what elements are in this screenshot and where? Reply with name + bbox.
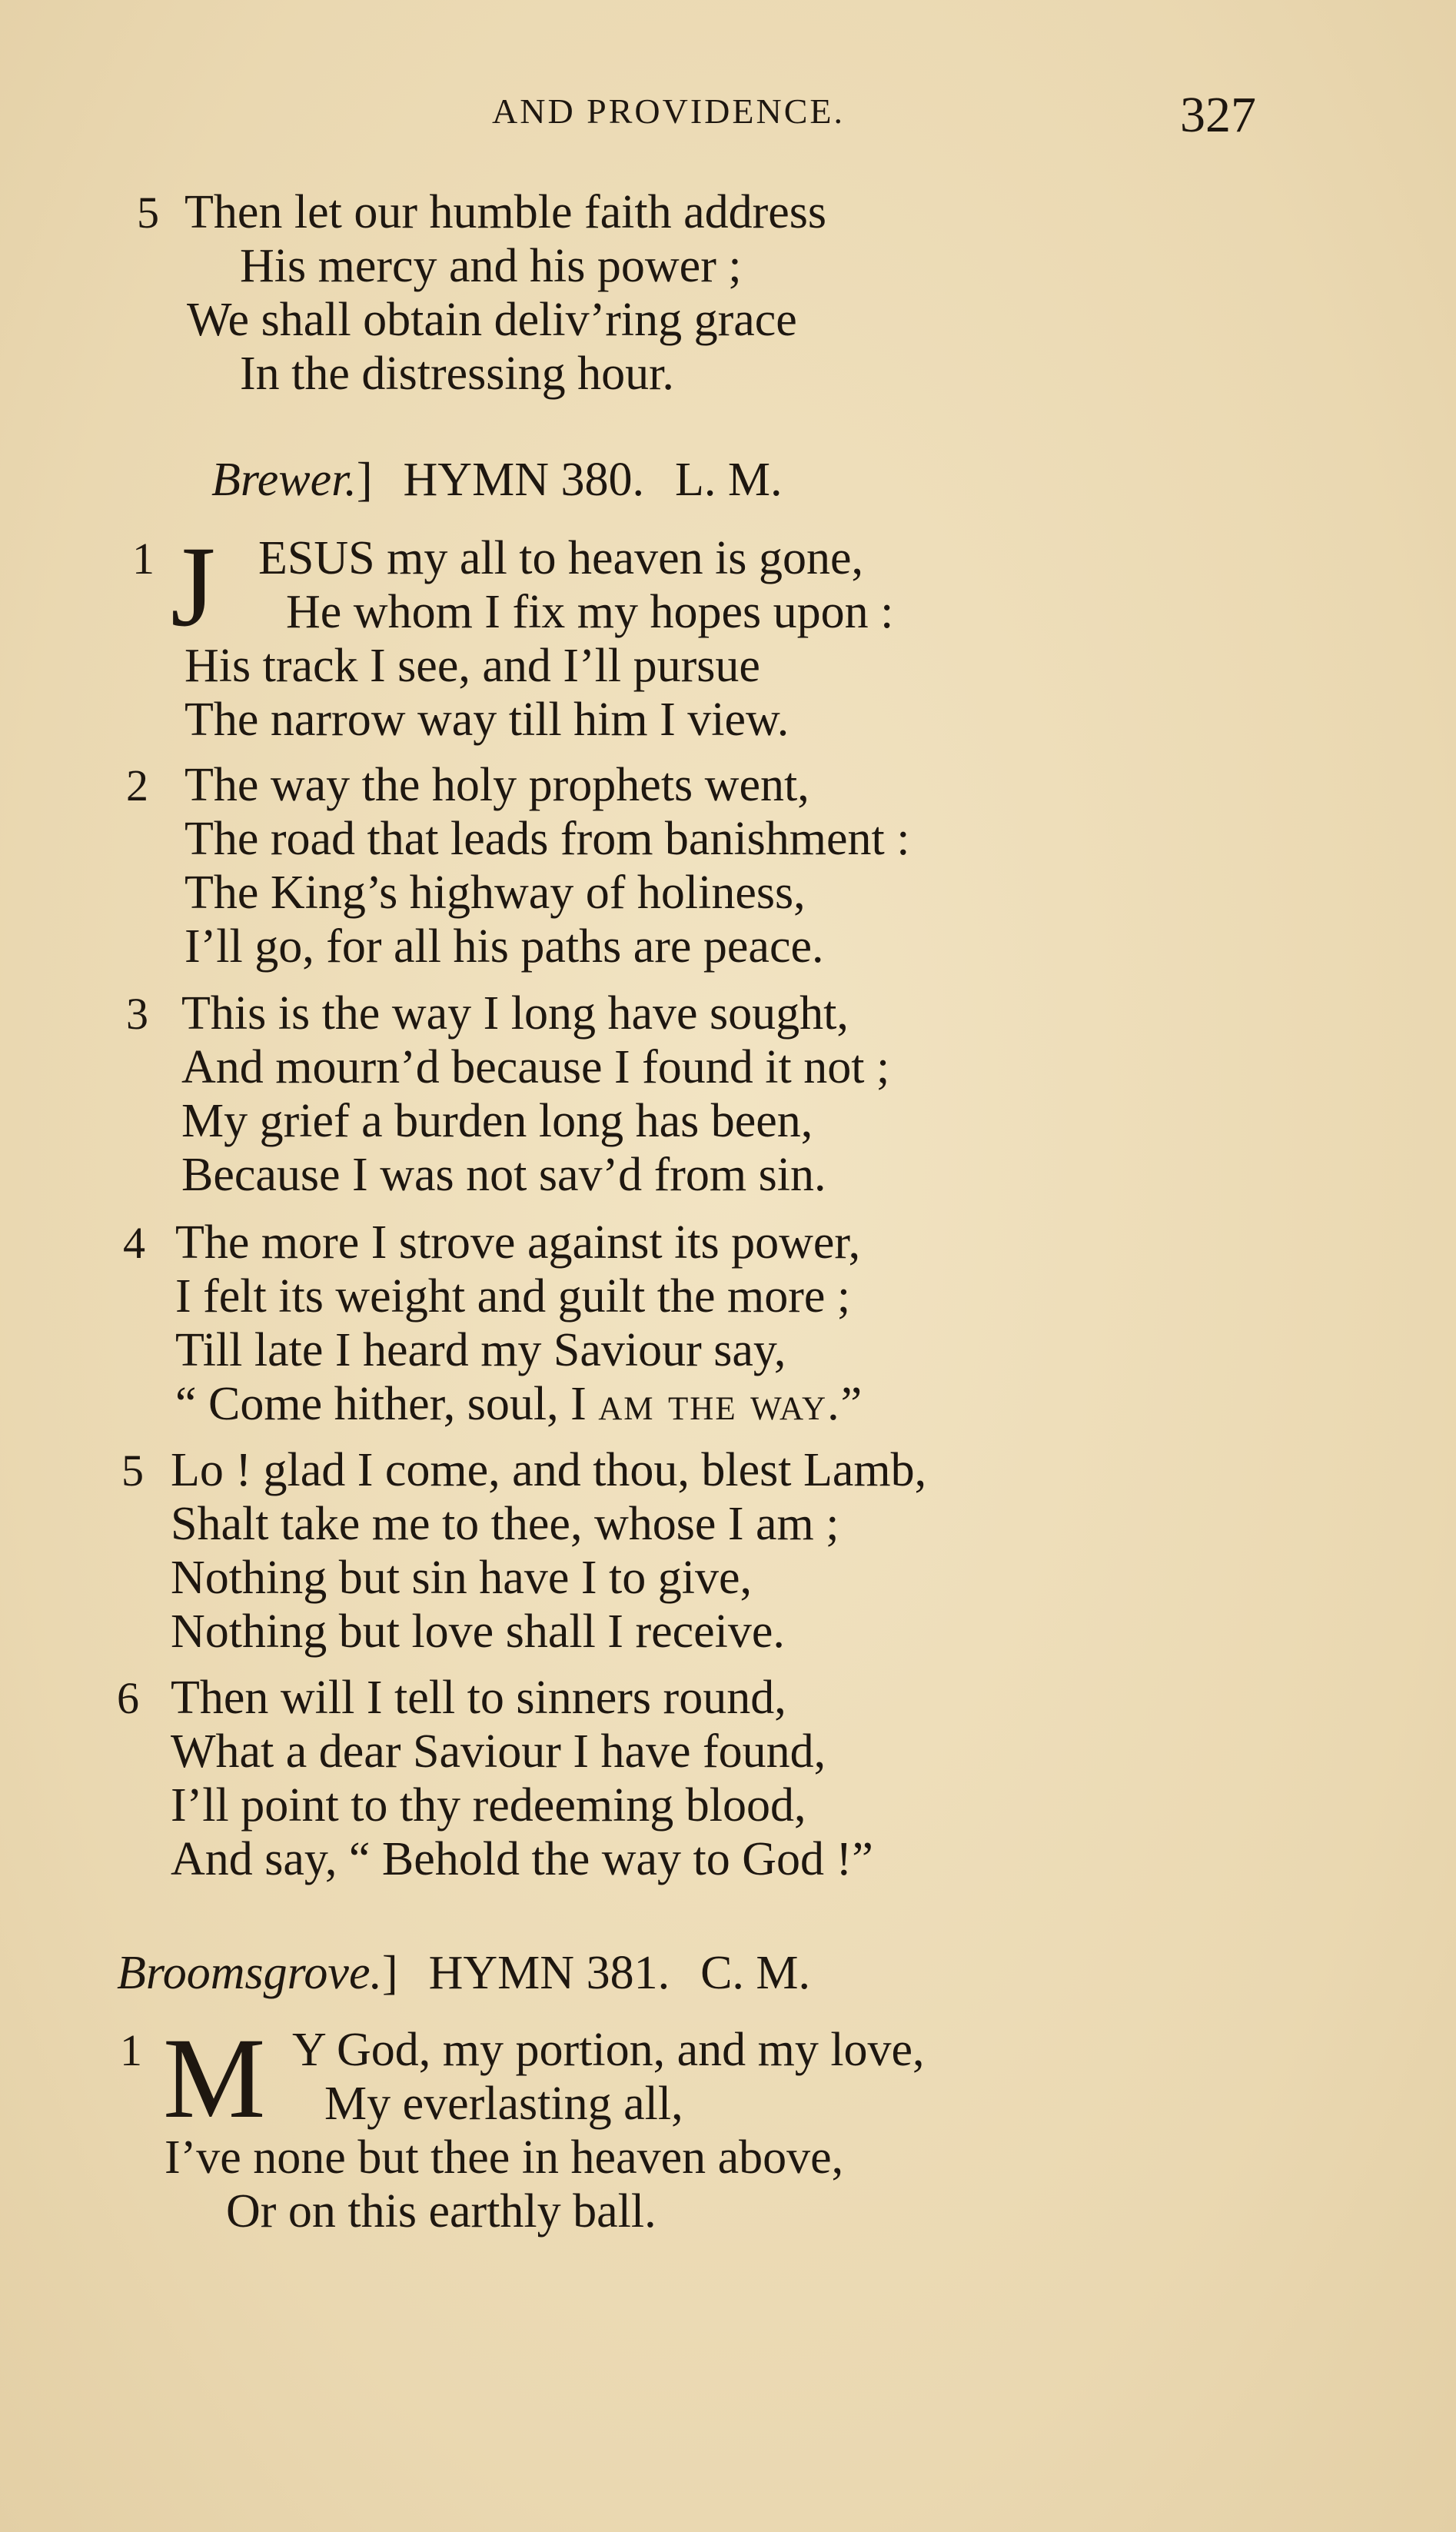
verse-line: Lo ! glad I come, and thou, blest Lamb, [171,1444,927,1496]
verse-line: We shall obtain deliv’ring grace [187,294,797,346]
verse-line: His track I see, and I’ll pursue [184,640,760,692]
drop-cap: M [163,2015,266,2142]
verse-line: Then let our humble faith address [184,186,827,238]
verse-line: The King’s highway of holiness, [184,867,806,919]
verse-line: And say, “ Behold the way to God !” [171,1833,873,1885]
verse-line: My grief a burden long has been, [181,1095,813,1147]
verse-number: 6 [117,1673,139,1723]
verse-line: Till late I heard my Saviour say, [175,1324,786,1376]
page-number: 327 [1180,87,1256,143]
verse-line: Nothing but love shall I receive. [171,1605,785,1658]
verse-line [175,1380,862,1428]
tune-name: Brewer. [211,454,357,506]
verse-line: Then will I tell to sinners round, [171,1672,786,1724]
verse-number: 5 [137,188,159,238]
hymn-heading [117,1949,810,1997]
hymn-meter: C. M. [700,1947,811,1999]
verse-line: I felt its weight and guilt the more ; [175,1270,851,1323]
verse-line: Because I was not sav’d from sin. [181,1149,826,1201]
verse-line: ESUS my all to heaven is gone, [258,532,863,584]
hymn-title: HYMN 380. [403,454,644,506]
verse-line: And mourn’d because I found it not ; [181,1041,890,1093]
verse-line: Shalt take me to thee, whose I am ; [171,1498,839,1550]
verse-line: I’ve none but thee in heaven above, [165,2131,844,2184]
verse-line: What a dear Saviour I have found, [171,1725,826,1778]
verse-line: Y God, my portion, and my love, [292,2024,925,2076]
verse-line: The road that leads from banishment : [184,813,910,865]
closing-quote: ” [840,1378,863,1430]
verse-line: The more I strove against its power, [175,1216,861,1269]
drop-cap: J [171,523,216,650]
verse-number: 1 [120,2025,142,2075]
hymn-meter: L. M. [674,454,783,506]
verse-line: In the distressing hour. [240,348,674,400]
verse-line: I’ll point to thy redeeming blood, [171,1779,806,1832]
running-head: AND PROVIDENCE. [492,91,845,131]
verse-line: My everlasting all, [324,2078,683,2130]
verse-number: 1 [132,534,155,584]
verse-number: 3 [126,989,148,1039]
small-caps-text: am the way. [598,1378,841,1430]
hymn-title: HYMN 381. [428,1947,670,1999]
verse-line: Or on this earthly ball. [226,2185,657,2238]
verse-line: His mercy and his power ; [240,240,742,292]
verse-line: He whom I fix my hopes upon : [286,586,894,638]
verse-line: I’ll go, for all his paths are peace. [184,920,824,973]
verse-number: 5 [121,1446,144,1496]
verse-number: 4 [123,1218,145,1268]
verse-line: The narrow way till him I view. [184,694,789,746]
verse-line: Nothing but sin have I to give, [171,1552,752,1604]
hymn-heading [211,456,782,504]
heading-bracket: ] [381,1947,398,1999]
verse-number: 2 [126,760,148,810]
verse-line: This is the way I long have sought, [181,987,849,1040]
heading-bracket: ] [356,454,373,506]
verse-line-text: “ Come hither, soul, I [175,1378,599,1430]
tune-name: Broomsgrove. [117,1947,382,1999]
verse-line: The way the holy prophets went, [184,759,809,811]
